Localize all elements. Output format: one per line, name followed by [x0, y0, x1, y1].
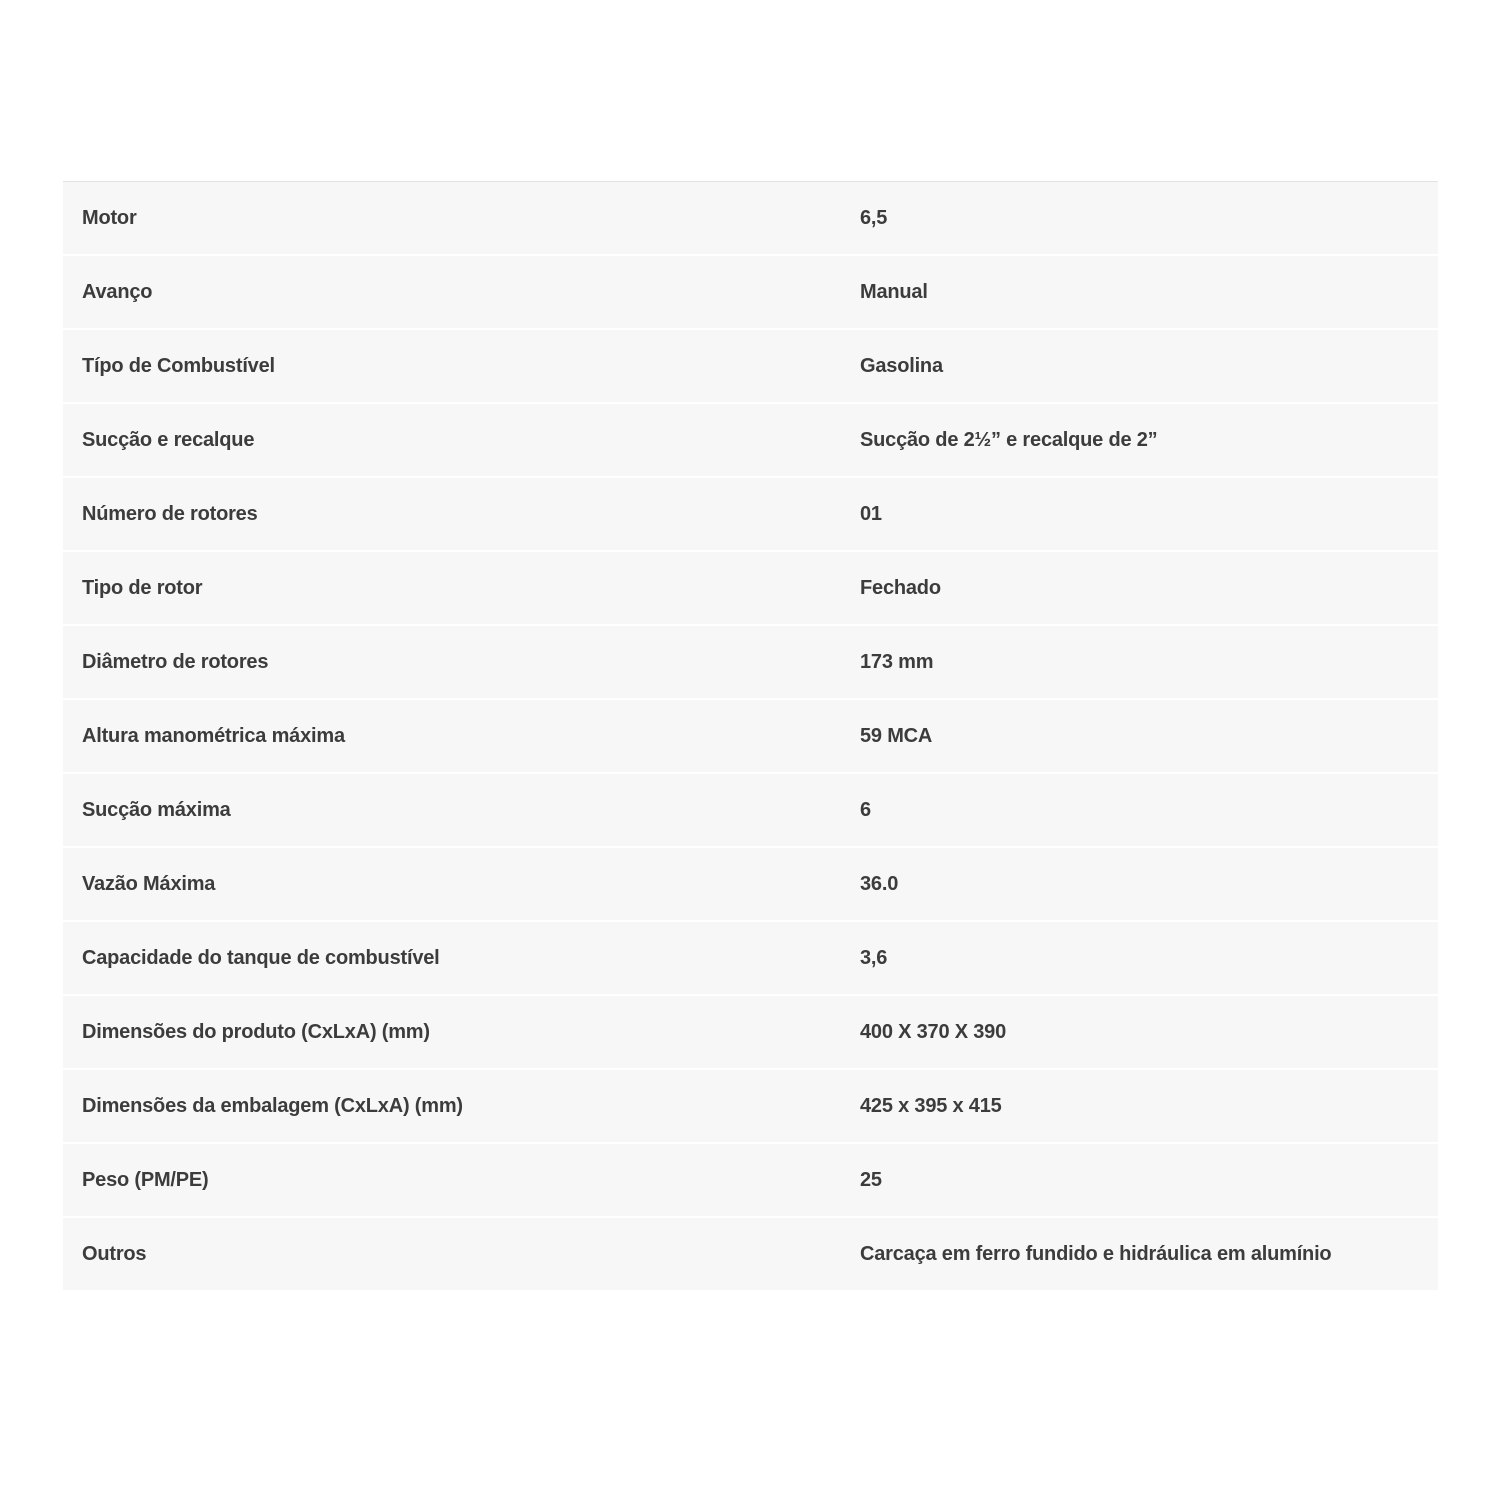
table-row [63, 996, 1438, 1070]
table-row [63, 404, 1438, 478]
spec-value: Gasolina [860, 354, 943, 377]
spec-value: 6 [860, 798, 871, 821]
spec-label: Tipo de rotor [82, 576, 203, 599]
table-row [63, 626, 1438, 700]
spec-label: Outros [82, 1242, 147, 1265]
spec-value: 173 mm [860, 650, 934, 673]
table-row [63, 182, 1438, 256]
specifications-table [63, 181, 1438, 1292]
spec-label: Típo de Combustível [82, 354, 275, 377]
spec-label: Diâmetro de rotores [82, 650, 269, 673]
table-row [63, 922, 1438, 996]
spec-value: Manual [860, 280, 928, 303]
table-row [63, 478, 1438, 552]
spec-label: Altura manométrica máxima [82, 724, 345, 747]
spec-label: Vazão Máxima [82, 872, 216, 895]
table-row [63, 256, 1438, 330]
spec-value: 6,5 [860, 206, 888, 229]
spec-value: Carcaça em ferro fundido e hidráulica em alumínio [860, 1242, 1332, 1265]
table-row [63, 1218, 1438, 1292]
spec-label: Peso (PM/PE) [82, 1168, 209, 1191]
table-row [63, 700, 1438, 774]
spec-label: Capacidade do tanque de combustível [82, 946, 440, 969]
table-row [63, 1144, 1438, 1218]
spec-value: 01 [860, 502, 882, 525]
spec-value: Fechado [860, 576, 941, 599]
spec-value: 3,6 [860, 946, 888, 969]
spec-value: 400 X 370 X 390 [860, 1020, 1007, 1043]
spec-value: 425 x 395 x 415 [860, 1094, 1002, 1117]
spec-label: Avanço [82, 280, 153, 303]
spec-value: Sucção de 2½” e recalque de 2” [860, 428, 1158, 451]
spec-value: 36.0 [860, 872, 899, 895]
table-row [63, 330, 1438, 404]
spec-label: Sucção máxima [82, 798, 231, 821]
table-row [63, 552, 1438, 626]
spec-value: 59 MCA [860, 724, 933, 747]
table-row [63, 1070, 1438, 1144]
spec-label: Número de rotores [82, 502, 258, 525]
table-row [63, 774, 1438, 848]
spec-label: Motor [82, 206, 137, 229]
spec-label: Dimensões do produto (CxLxA) (mm) [82, 1020, 430, 1043]
spec-value: 25 [860, 1168, 882, 1191]
spec-label: Dimensões da embalagem (CxLxA) (mm) [82, 1094, 463, 1117]
table-row [63, 848, 1438, 922]
spec-label: Sucção e recalque [82, 428, 255, 451]
